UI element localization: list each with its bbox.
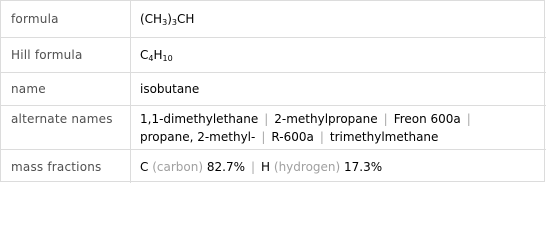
separator: | xyxy=(319,130,324,144)
element-symbol: H xyxy=(261,160,271,174)
mass-fractions-value xyxy=(140,160,382,174)
row-alternate-names xyxy=(1,105,546,149)
alternate-name: propane, 2-methyl- xyxy=(140,130,256,144)
formula-label: formula xyxy=(11,12,59,26)
row-name xyxy=(1,72,546,105)
name-label: name xyxy=(11,82,46,96)
alternate-names-line-2 xyxy=(140,130,438,144)
element-symbol: C xyxy=(140,160,149,174)
mass-fraction-value: 82.7% xyxy=(206,160,245,174)
formula-part: CH xyxy=(176,12,195,26)
alternate-names-label: alternate names xyxy=(11,112,113,126)
row-hill-formula xyxy=(1,37,546,72)
row-formula xyxy=(1,1,546,37)
alternate-name: 1,1-dimethylethane xyxy=(140,112,259,126)
separator: | xyxy=(466,112,471,126)
mass-fractions-label: mass fractions xyxy=(11,160,102,174)
alternate-name: R-600a xyxy=(271,130,314,144)
alternate-name: Freon 600a xyxy=(393,112,461,126)
element-name: (carbon) xyxy=(152,160,204,174)
separator: | xyxy=(250,160,256,174)
hill-formula-value xyxy=(140,48,173,62)
mass-fraction-value: 17.3% xyxy=(344,160,383,174)
separator: | xyxy=(264,112,269,126)
row-mass-fractions xyxy=(1,149,546,183)
element-name: (hydrogen) xyxy=(273,160,341,174)
separator: | xyxy=(383,112,388,126)
hill-subscript: 4 xyxy=(148,54,154,63)
alternate-name: 2-methylpropane xyxy=(274,112,378,126)
hill-formula-label: Hill formula xyxy=(11,48,83,62)
hill-part: H xyxy=(153,48,163,62)
separator: | xyxy=(261,130,266,144)
alternate-name: trimethylmethane xyxy=(329,130,439,144)
formula-subscript: 3 xyxy=(171,18,177,27)
formula-part: (CH xyxy=(140,12,163,26)
hill-part: C xyxy=(140,48,149,62)
alternate-names-line-1 xyxy=(140,112,477,126)
name-value: isobutane xyxy=(140,82,200,96)
formula-part: ) xyxy=(167,12,172,26)
formula-subscript: 3 xyxy=(162,18,168,27)
hill-subscript: 10 xyxy=(162,54,173,63)
formula-value xyxy=(140,12,194,26)
